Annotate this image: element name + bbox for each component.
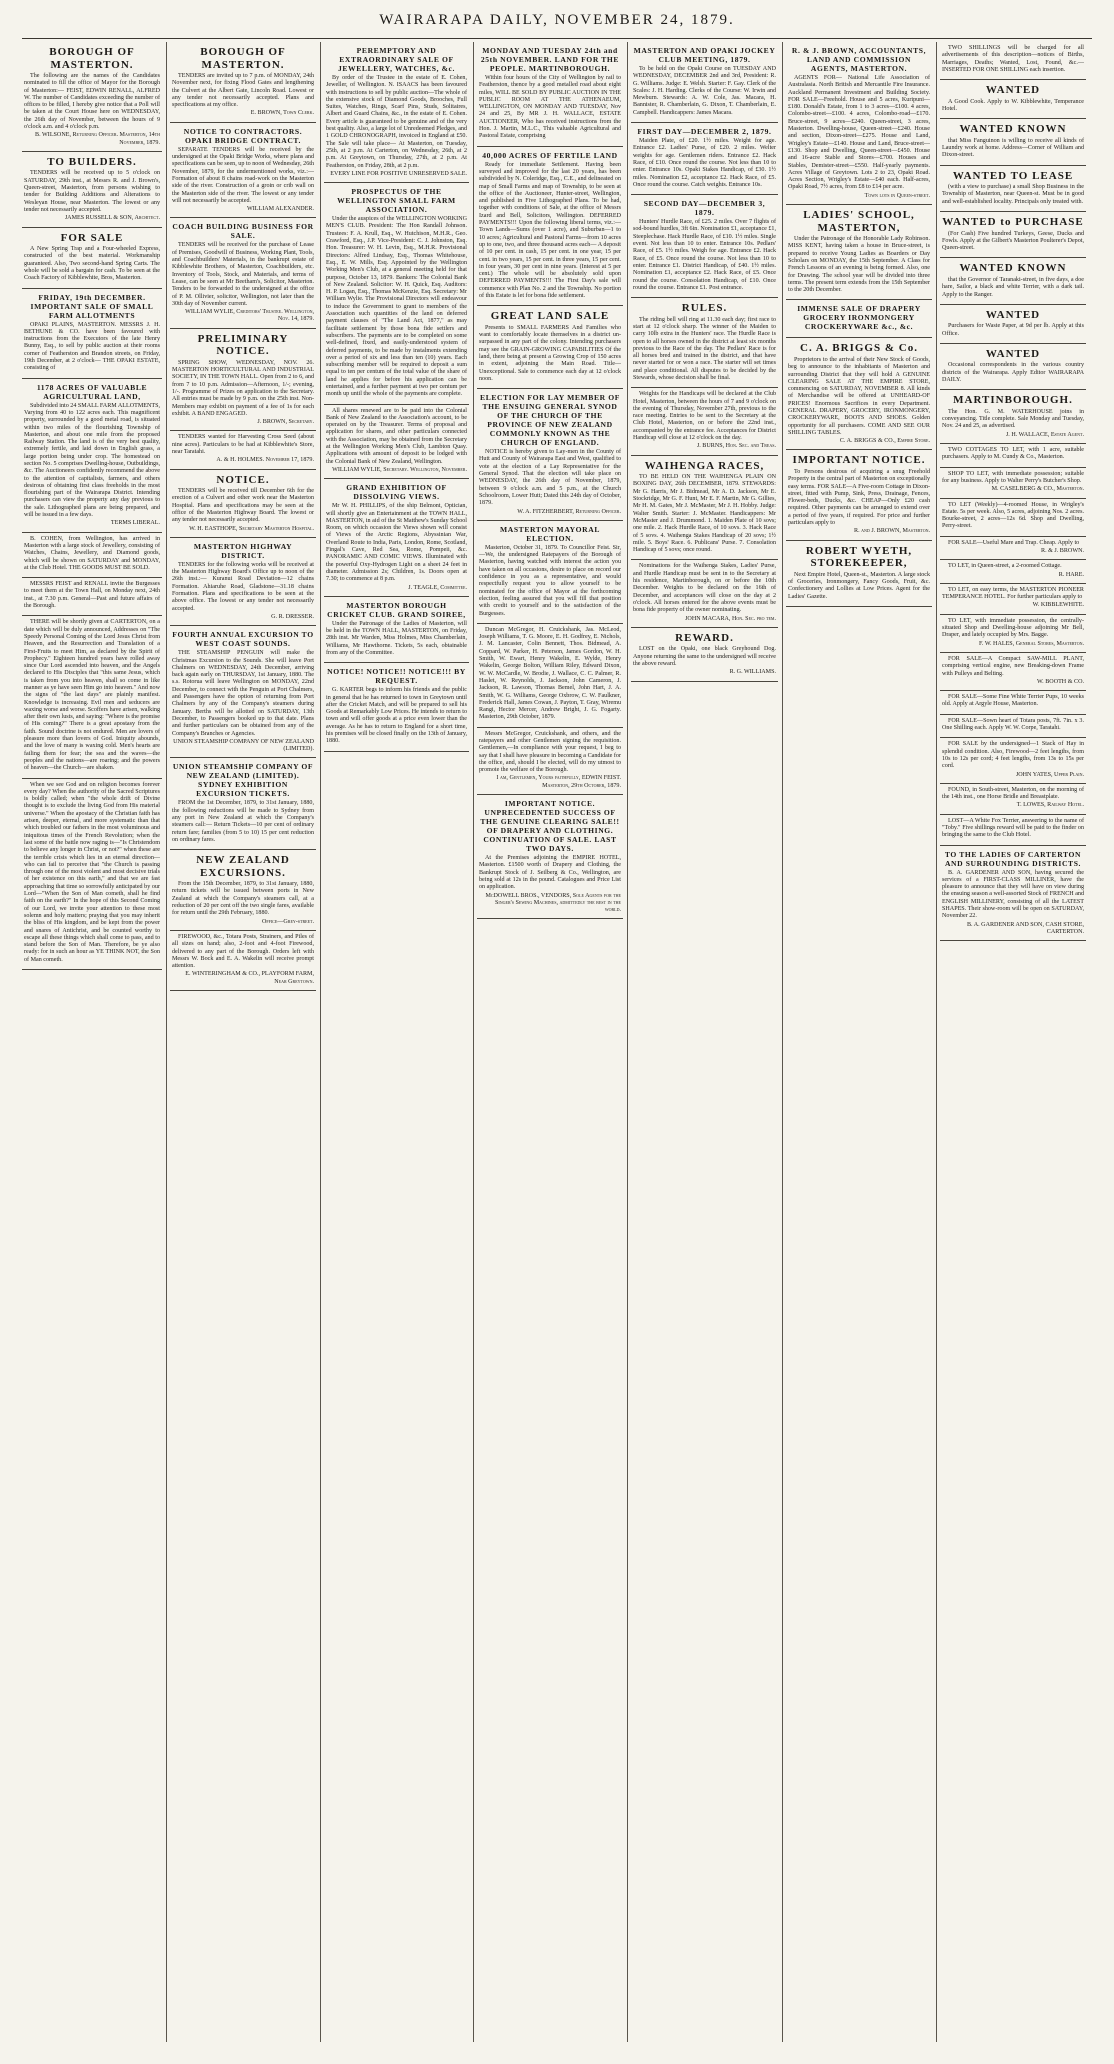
advertisement-heading: BOROUGH OF MASTERTON. (49, 46, 135, 71)
advertisement-signature: W. KIBBLEWHITE. (1032, 602, 1084, 609)
advertisement (786, 450, 932, 540)
advertisement-heading: MONDAY AND TUESDAY 24th and 25th NOVEMBER. LAND FOR THE PEOPLE. MARTINBOROUGH. (480, 46, 620, 73)
advertisement-body: MESSRS FEIST and RENALL invite the Burgesses to meet them at the Town Hall, on Monday next, 24th inst., at 7.30 p.m. General—Past and future affairs of the Borough. (24, 581, 160, 610)
advertisement-signature: Town lots in Queen-street. (864, 192, 930, 199)
advertisement-heading: GRAND EXHIBITION OF DISSOLVING VIEWS. (346, 483, 447, 502)
advertisement-body: FOR SALE—A Compact SAW-MILL PLANT, comprising vertical engine, new Breaking-down Frame with Pulleys and Belting. (942, 655, 1084, 677)
advertisement-body: SPRING SHOW, WEDNESDAY, NOV. 26. MASTERTON HORTICULTURAL AND INDUSTRIAL SOCIETY, IN THE TOWN HALL. Open from 2 to 6, and from 7 to 10 p.m. Admission—Afternoon, 1/-; evening, 1/-. Programme of Prizes on application to the Secretary. All entries must be made by 9 p.m. on the 25th inst. Non-Members may exhibit on payment of a fee of 1s for each exhibit. A BAND ENGAGED. (172, 359, 314, 417)
advertisement (786, 541, 932, 607)
advertisement (170, 218, 316, 328)
advertisement-body: B. A. GARDENER AND SON, having secured the services of a FIRST-CLASS MILLINER, have the pleasure to announce that they will have on view during the ensuing season a well-assorted Stock of FRENCH and ENGLISH MILLINERY, consisting of all the LATEST SHAPES. Their show-room will be open on SATURDAY, November 22. (942, 869, 1084, 920)
advertisement-body: B. COHEN, from Wellington, has arrived in Masterton with a large stock of Jewellery, consisting of Watches, Chains, Jewellery, and Diamond goods, which will be shown on SATURDAY and MONDAY, at the Club Hotel. THE GOODS MUST BE SOLD. (24, 535, 160, 571)
advertisement-body: Next Empire Hotel, Queen-st., Masterton. A large stock of Groceries, Ironmongery, Fancy Goods, Fruit, &c. Confectionery and Lollies at Low Prices. Agent for the Ladies' Gazette. (788, 571, 930, 600)
column-1 (22, 42, 167, 2042)
advertisement-body: From the 15th December, 1879, to 31st January, 1880, return tickets will be issued between ports in New Zealand at which the Company's steamers call, at a reduction of 20 per cent off the two single fares, available for return until the 29th February, 1880. (172, 881, 314, 917)
advertisement-body: (For Cash) Five hundred Turkeys, Geese, Ducks and Fowls. Apply at the Gilbert's Masterton Poulterer's Depot, Queen-street. (942, 230, 1084, 252)
advertisement-heading: WANTED KNOWN (959, 262, 1067, 275)
column-5 (631, 42, 783, 2042)
advertisement-heading: MASTERTON MAYORAL ELECTION. (499, 524, 600, 543)
advertisement (940, 537, 1086, 561)
advertisement (940, 738, 1086, 783)
advertisement (477, 521, 623, 624)
advertisement (631, 388, 778, 455)
advertisement (940, 444, 1086, 468)
advertisement-signature: JAMES RUSSELL & SON, Architect. (64, 215, 160, 222)
advertisement-signature: McDOWELL BROS., VENDORS, Sole Agents for the Singer's Sewing Machines, admittedly the best in the world. (485, 892, 621, 914)
advertisement (170, 470, 316, 538)
advertisement-signature: C. A. BRIGGS & CO., Empire Store. (839, 438, 930, 445)
advertisement-signature: R. and J. BROWN, Masterton. (854, 528, 930, 535)
advertisement-heading: WANTED to PURCHASE (942, 216, 1084, 229)
advertisement-heading: COACH BUILDING BUSINESS FOR SALE. (172, 222, 314, 241)
advertisement-body: THERE will be shortly given at CARTERTON, on a date which will be duly announced, Addresses on "The Speedy Personal Coming of the Lord Jesus Christ from Heaven, and the Resurrection and Translation of a First-Fruits to meet Him, as declared by the Spirit of Prophecy." Eighteen hundred years have rolled away since Our Lord ascended into heaven, and the Angels declared to His Disciples that "this same Jesus, which is taken from you into heaven, shall so come in like manner as ye have seen Him go into heaven." And now the signs of "the last days" are plainly manifest. Knowledge is increasing. Evil men and seducers are waxing worse and worse. Scoffers have arisen, walking after their own lusts, and saying: "Where is the promise of His coming?" There is a great apostasy from the faith. Sound doctrine is not endured. Men are lovers of pleasure more than lovers of God. Iniquity abounds, and the love of many is waxing cold. Men's hearts are failing them for fear; the sea and the waves—the peoples and the nations—are roaring; and the powers of heaven—the Church—are shaken. (24, 619, 160, 772)
advertisement (170, 42, 316, 123)
advertisement-signature: WILLIAM WYLIE, Creditors' Trustee. Wellington, Nov. 14, 1879. (185, 309, 314, 323)
advertisement-heading: WANTED (985, 308, 1041, 321)
advertisement (940, 499, 1086, 537)
advertisement-heading: WANTED (985, 347, 1041, 360)
advertisement (940, 258, 1086, 304)
advertisement-body: A Good Cook. Apply to W. Kibblewhite, Temperance Hotel. (942, 98, 1084, 112)
column-2 (170, 42, 321, 2042)
advertisement-body: THE STEAMSHIP PENGUIN will make the Christmas Excursion to the Sounds. She will leave Port Chalmers on WEDNESDAY, 24th December, arriving back again early on THURSDAY, 1st January, 1880. The s.s. Rotorua will leave Wellington on MONDAY, 22nd December, to connect with the Penguin at Port Chalmers, and Passengers have the option of returning from Port Chalmers by any of the Company's steamers during January. Berths will be allotted on SATURDAY, 13th December, to Passengers booked up to that date. Plans and further particulars can be obtained from any of the Company's Branches or Agencies. (172, 650, 314, 737)
advertisement (940, 344, 1086, 390)
advertisement (940, 390, 1086, 444)
advertisement-body: TENDERS will be received for the purchase of Lease of Premises, Goodwill of Business, Working Plant, Tools, and Coachbuilders' Materials, in the bankrupt estate of Kibblewhite Brothers, of Masterton, Coachbuilders, etc. Inventory of Tools, Stock, and Materials, and terms of Lease, can be seen at Mr Beetham's, Solicitor, Masterton. Tenders to be forwarded to the undersigned at the office of P. M. Ollivier, solicitor, Wellington, not later than the 30th day of November current. (172, 242, 314, 307)
advertisement-body: TENDERS will be received up to 5 o'clock on SATURDAY, 29th inst., at Messrs R. and J. Brown's, Queen-street, Masterton, from persons wishing to tender for Building Additions and Alterations to Wesleyan House, near Masterton. The lowest or any tender not necessarily accepted. (24, 170, 160, 213)
advertisement (170, 538, 316, 626)
advertisement (940, 468, 1086, 499)
advertisement-heading: ELECTION FOR LAY MEMBER OF THE ENSUING GENERAL SYNOD OF THE CHURCH OF THE PROVINCE OF NEW ZEALAND COMMONLY KNOWN AS THE CHURCH OF ENGLAND. (480, 393, 620, 448)
advertisement-heading: PEREMPTORY AND EXTRAORDINARY SALE OF JEWELLERY, WATCHES, &c. (338, 46, 455, 73)
advertisement-heading: PROSPECTUS OF THE WELLINGTON SMALL FARM ASSOCIATION. (337, 187, 456, 215)
advertisement (786, 42, 932, 205)
advertisement-body: Under the Patronage of the Honorable Lady Robinson. MISS KENT, having taken a house in Bruce-street, is prepared to receive Young Ladies as Boarders or Day Scholars on MONDAY, the 15th September. A Class for French Lessons of an evening is being formed. Also, one for Drawing. The school year will be divided into three terms. The present term extends from the 15th September to the 20th December. (788, 236, 930, 294)
advertisement (22, 616, 162, 778)
advertisement-body: LOST—A White Fox Terrier, answering to the name of "Toby." Five shillings reward will be paid to the finder on bringing the same to the Club Hotel. (942, 817, 1084, 839)
advertisement-signature: G. R. DRESSER. (271, 613, 314, 620)
advertisement-heading: TO THE LADIES OF CARTERTON AND SURROUNDING DISTRICTS. (944, 849, 1082, 868)
advertisement-signature: A. & H. HOLMES. November 17, 1879. (216, 457, 314, 464)
advertisement-body: The Hon. G. M. WATERHOUSE joins in conveyancing. Title complete. Sale Monday and Tuesday, Nov. 24 and 25, as advertised. (942, 408, 1084, 430)
advertisement (324, 663, 469, 751)
advertisement-signature: J. BURNS, Hon. Sec. and Treas. (696, 443, 776, 450)
advertisement (940, 615, 1086, 653)
advertisement-heading: WAIHENGA RACES, (644, 459, 765, 472)
advertisement (940, 653, 1086, 691)
advertisement (631, 456, 778, 561)
advertisement-heading: ROBERT WYETH, STOREKEEPER, (805, 544, 913, 570)
advertisement-heading: FIRST DAY—DECEMBER 2, 1879. (637, 127, 772, 137)
advertisement-signature: E. WINTERINGHAM & CO., PLAYFORM FARM, Near Greytown. (185, 971, 314, 985)
advertisement (631, 628, 778, 682)
advertisement-body: At the Premises adjoining the EMPIRE HOTEL, Masterton. £1500 worth of Drapery and Clothing, the Bankrupt Stock of J. Seilberg & Co., Wellington, are being sold at 12s in the pound. Catalogues and Price List on application. (479, 855, 621, 891)
advertisement (631, 560, 778, 627)
advertisement (170, 431, 316, 469)
advertisement-body: that Miss Fanguinon is willing to receive all kinds of Laundry work at home. Address—Corner of William and Dixon-street. (942, 137, 1084, 159)
advertisement (940, 846, 1086, 942)
advertisement-signature: TERMS LIBERAL. (110, 520, 160, 527)
advertisement-body: TO BE HELD ON THE WAIHENGA PLAIN ON BOXING DAY, 26th DECEMBER, 1879. STEWARDS: Mr G. Harris, Mr J. Bidmead, Mr A. D. Jackson, Mr E. Stockridge, Mr G. F. Hunt, Mr E. F. Martin, Mr G. Gillies, Mr H. M. Gates, Mr J. McMaster, Mr J. H. Hobby. Judge: Walter Smith. Starter: J. McMaster. Handicappers: Mr McMaster and J. Drummond. 1. Maiden Plate of 10 sovs; one mile. 2. Hack Hurdle Race, of 10 sovs. 3. Hack Race of 5 sovs. 4. Waihenga Stakes Handicap of 20 sovs; 1½ mile. 5. Boys' Race. 6. Publicans' Purse. 7. Consolation Handicap of 5 sovs; once round. (633, 474, 776, 554)
advertisement-body: Hunters' Hurdle Race, of £25. 2 miles. Over 7 flights of sod-bound hurdles, 3ft 6in. Nomination £1, acceptance £1, Steeplechase. Hack Hurdle Race, of £10. 1½ miles. Single event. Not less than 10 to enter. Entrance 10s. Pedlars' Race, of £5. 1½ miles. Weigh for age. Entrance £2. Hack Race, of £5. Once round the course. Not less than 10 to enter. Entrance £1. District Handicap, of £40. 1½ miles. Nomination £1, acceptance £2. Hack Race, of £5. Once round the course. Consolation Handicap, of £10. Once round the course. Entrance £1. Post entrance. (633, 219, 777, 291)
advertisement-body: To be held on the Opaki Course on TUESDAY AND WEDNESDAY, DECEMBER 2nd and 3rd, President: R. G. Williams. Judge: E. Welsh. Starter: F. Gay. Clerk of the Scales: J. H. Harding. Clerks of the Course: W. Irwin and Mewburn. Stewards: A. W. Cole, Jas. Macara, H. Bannister, R. Chamberlain, G. Dixon, T. Chamberlain, E. Campbell. Handicappers: James Macara. (633, 66, 776, 116)
advertisement-signature: E. BROWN, Town Clerk. (250, 110, 314, 117)
advertisement (631, 123, 778, 195)
advertisement (324, 183, 469, 404)
advertisement (22, 379, 162, 533)
advertisement (170, 626, 316, 758)
advertisement-body: Subdivided into 24 SMALL FARM ALLOTMENTS, Varying from 40 to 122 acres each. This magnificent property, surrounded by a good metal road, is situated within two miles of the flourishing Township of Masterton, and about one mile from the proposed Railway Station. The land is of the very best quality, extremely fertile, and laid down in English grass, a large portion being under crop. The homestead on section No. 5 comprises Dwelling-house, Outbuildings, &c. The Auctioneers confidently recommend the above to the attention of capitalists, farmers, and others desirous of obtaining first class freeholds in the most flourishing part of the Wairarapa District. Intending purchasers can view the property any day previous to the sale. Lithographed plans are being prepared, and will be issued in a few days. (24, 402, 161, 519)
advertisement-body: SHOP TO LET, with immediate possession; suitable for any business. Apply to Walter Perry's Butcher's Shop. (942, 470, 1084, 484)
advertisement-body: TENDERS will be received till December 6th for the erection of a Culvert and other work near the Masterton Hospital. Plans and specifications may be seen at the office of the Masterton Highway Board. The lowest or any tender not necessarily accepted. (172, 488, 314, 524)
advertisement (940, 715, 1086, 739)
advertisement-body: AGENTS FOR— National Life Association of Australasia. North British and Mercantile Fire Insurance. Auckland Permanent Investment and Building Society. FOR SALE—Freehold. House and 5 acres, Kuripuni—£180. Donald's Estate, from 1 to 3 acres—£100. 4 acres, Colombo-street—£100. 4 acres, Colombo-road—£170. Bruce-street, 9 acres—£240. Queen-street, 3 acres, Masterton. Dwelling-house, Queen-street—£240. House and section, Dixon-street—£275. House and Land, Wrigley's Estate—£140. House and Land, Bruce-street—£130. Shop and Dwelling, Queen-street—£450. House and 16-acre Stable and Stores—£700. Houses and Stables, Demister-street—£550. Half-yearly payments. Acres Village of Greytown. Lots 2 to 23, Opaki Road. Acres Section, Wrigley's Estate—£40 each. Half-acres, Opaki Road, 7½ acres, from £8 to £14 per acre. (788, 75, 930, 191)
advertisement-body: Masterton, October 31, 1879. To Councillor Feist. Sir,—We, the undersigned Ratepayers of the Borough of Masterton, having watched with interest the action you have taken on all occasions, desire to place on record our confidence in you as a representative, and would respectfully request you to allow yourself to be nominated for the office of Mayor at the forthcoming election, feeling assured that you will fill that position with credit to yourself and to the satisfaction of the Burgesses. (479, 544, 621, 617)
advertisement (170, 850, 316, 931)
advertisement-heading: SECOND DAY—DECEMBER 3, 1879. (643, 199, 766, 218)
column-7 (940, 42, 1090, 2042)
advertisement-body: Purchasers for Waste Paper, at 9d per lb. Apply at this Office. (942, 323, 1084, 337)
advertisement-body: TWO SHILLINGS will be charged for all advertisements of this description—notices of Births, Marriages, Deaths; Wanted, Lost, Found, &c.—INSERTED FOR ONE SHILLING each insertion. (942, 45, 1084, 73)
advertisement (477, 795, 623, 919)
advertisement-heading: BOROUGH OF MASTERTON. (200, 46, 286, 71)
advertisement (940, 584, 1086, 615)
advertisement-body: Within four hours of the City of Wellington by rail to Featherston, thence by a good metalled road about eight miles, WILL BE SOLD BY PUBLIC AUCTION IN THE PUBLIC ROOM AT THE ATHENAEUM, WELLINGTON, ON MONDAY AND TUESDAY, Nov 24 and 25, By MR J. H. WALLACE, ESTATE AUCTIONEER, Who has received instructions from the Hon. J. Martin, M.L.C., This valuable Agricultural and Pastoral Estate, comprising (479, 75, 621, 140)
masthead-rule (22, 38, 1092, 39)
advertisement (22, 152, 162, 228)
column-grid (22, 42, 1094, 2042)
advertisement-body: TWO COTTAGES TO LET, with 1 acre, suitable purchasers. Apply to M. Cundy & Co., Masterton. (942, 447, 1084, 461)
advertisement (786, 205, 932, 300)
advertisement (477, 389, 623, 521)
advertisement-body: Presents to SMALL FARMERS And Families who want to comfortably locate themselves in a district un-surpassed in any part of the colony. Intending purchasers may see the GRAIN-GROWING CAPABILITIES Of the land, there being at present a Growing Crop of 150 acres in extent, adjoining the Main Road. Title—Unexceptional. Sale to commence each day at 12 o'clock noon. (479, 324, 621, 382)
advertisement-signature: R. G. WILLIAMS. (729, 669, 776, 676)
advertisement (940, 42, 1086, 80)
advertisement-heading: MASTERTON AND OPAKI JOCKEY CLUB MEETING, 1879. (633, 46, 776, 64)
advertisement-body: TENDERS wanted for Harvesting Cross Seed (about nine acres). Particulars to be had at Kibblewhite's Store, near Taratahi. (172, 434, 314, 455)
advertisement (940, 166, 1086, 212)
advertisement (22, 289, 162, 379)
advertisement-body: TO LET, with immediate possession, the centrally-situated Shop and Dwelling-house adjoining Mr Bell, Draper, and lately occupied by Mrs. Bagge. (942, 617, 1084, 639)
advertisement-signature: R. HARE. (1058, 571, 1084, 578)
advertisement-body: that the Governor of Taranaki-street, in five days, a doe hare, Sailor, a black and white Terrier, with a dark tail. Apply to the Ranger. (942, 276, 1084, 298)
advertisement-signature: W. BOOTH & CO. (1036, 678, 1084, 685)
advertisement-body: TO LET, in Queen-street, a 2-roomed Cottage. (948, 563, 1062, 570)
advertisement (324, 405, 469, 480)
advertisement (940, 80, 1086, 119)
advertisement (940, 305, 1086, 344)
advertisement-signature: JOHN YATES, Upper Plain. (1015, 771, 1084, 778)
advertisement-heading: IMMENSE SALE OF DRAPERY GROCERY IRONMONGERY CROCKERYWARE &c., &c. (797, 304, 921, 332)
advertisement (631, 298, 778, 388)
newspaper-masthead: WAIRARAPA DAILY, NOVEMBER 24, 1879. (379, 12, 735, 28)
advertisement-signature: J. TEAGLE, Committee. (408, 584, 467, 591)
advertisement (22, 42, 162, 152)
advertisement-heading: UNION STEAMSHIP COMPANY OF NEW ZEALAND (LIMITED). SYDNEY EXHIBITION EXCURSION TICKETS. (172, 762, 314, 799)
advertisement-body: Ready for immediate Settlement. Having been surveyed and improved for the last 20 years, has been subdivided by N. Coleridge, Esq., C.E., and delineated on map of Small Farms and map of Township, to be seen at the office of the Auctioneer, Hunter-street, Wellington, and published in Five Lithographed Plans. To be had, together with conditions of Sale, at the office of Messrs Izard and Bell, Solicitors, Wellington. DEFERRED PAYMENTS!!! Upon the following liberal terms, viz.:— Town Lands—Sums (over 1 acre), and Suburban—1 to 10 acres; Agricultural and Pastoral Farms—from 10 acres up to one, two, and three thousand acres each— A deposit of 10 per cent. in cash, 15 per cent. in one year, 15 per cent. in two years, 15 per cent. in three years, 15 per cent. in four years, 30 per cent in nine years. (Interest at 5 per cent.) The whole will be absolutely sold upon DEFERRED PAYMENTS!!! The First Day's sale will commence with Plan No. 2 and the Township. No portion of this Estate is let for bona fide settlement. (479, 161, 621, 300)
advertisement-body: Maiden Plate, of £20. 1½ miles. Weight for age. Entrance £2. Ladies' Purse, of £20. 2 miles. Welter weights for age. Gentlemen riders. Entrance £2. Hack Race, of £10. Once round the course. Not less than 10 to enter. Entrance 10s. Opaki Stakes Handicap, of £30. 1½ miles. Nomination £2, acceptance £2. Hack Race, of £5. Once round the course. Catch weights. Entrance 10s. (633, 138, 776, 188)
advertisement-heading: NOTICE! NOTICE!! NOTICE!!! BY REQUEST. (327, 667, 466, 686)
advertisement-body: Weights for the Handicaps will be declared at the Club Hotel, Masterton, between the hours of 7 and 9 o'clock on the evening of Thursday, November 27th, previous to the race meeting. Entries to be sent to the Secretary at the Club Hotel, Masterton, on or before the 22nd inst., accompanied by the entrance fee. Acceptances for District Handicap will close at 12 o'clock on the day. (633, 391, 776, 442)
advertisement-signature: UNION STEAMSHIP COMPANY OF NEW ZEALAND (LIMITED). (173, 738, 314, 753)
advertisement-body: Proprietors to the arrival of their New Stock of Goods, beg to announce to the inhabitants of Masterton and surrounding District that they will hold A GENUINE CLEARING SALE AT THE EMPIRE STORE, commencing on SATURDAY, NOVEMBER 8. All kinds of Merchandise will be offered at UNHEARD-OF PRICES! Enormous Sacrifices in every Department. GENERAL DRAPERY, GROCERY, IRONMONGERY, CROCKERYWARE, BOOTS AND SHOES. Golden opportunity for all purchasers. COME AND SEE OUR SHILLING TABLES. (788, 356, 930, 436)
advertisement (170, 758, 316, 850)
advertisement-heading: FOR SALE (60, 231, 124, 244)
advertisement (324, 597, 469, 663)
advertisement (940, 212, 1086, 258)
advertisement-body: SEPARATE TENDERS will be received by the undersigned at the Opaki Bridge Works, where plans and specifications can be seen, up to noon of Wednesday, 26th November, 1879, for the undermentioned works, viz.:— Formation of about 8 chains road-work on the Masterton side of the river. Construction of a groin or crib wall on the Masterton side of the river. The lowest or any tender will not necessarily be accepted. (172, 146, 314, 204)
advertisement-signature: WILLIAM ALEXANDER. (246, 206, 314, 213)
advertisement-heading: 40,000 ACRES OF FERTILE LAND (482, 150, 618, 160)
advertisement-body: Under the auspices of the WELLINGTON WORKING MEN'S CLUB. President: The Hon Randall Johnson. Trustees: F. A. Krull, Esq., W. Hutchison, M.H.R., Geo. Crawford, Esq., J.P. Vice-President: C. J. Johnston, Esq. Hon. Treasurer: W. H. Levin, Esq., M.H.R. Provisional Directors: Alfred Lindsay, Esq., Thomas Whitehouse, Esq., E. W. Mills, Esq. Appointed by the Wellington Working Men's Club, at a general meeting held for that purpose, October 13, 1879. Bankers: The Colonial Bank of New Zealand. Solicitor: W. H. Quick, Esq. Auditors: H. P. Logan, Esq., Thomas McKenzie, Esq. Secretary: Mr William Wylie. The Provisional Directors will endeavour to induce the Government to grant to members of the Association such quantities of the land on deferred payment clauses of "The Land Act, 1877," as may facilitate settlement by those bona fide settlers and subscribers. The payments are to be completed on some well-defined, fixed, and easily-understood system of deferred payments, to be made by instalments extending over a period of six and less than ten (10) years. Each subscribing member will be required to deposit a sum equal to ten per centum of the total value of the share of land he applies for before his application can be entertained, and a further payment at two per centum per month up until the whole of the payments are complete. (326, 216, 467, 398)
advertisement-body: All shares renewed are to be paid into the Colonial Bank of New Zealand to the Association's account, to be operated on by the Treasurer. Terms of proposal and application for shares, and other particulars connected with the Association, may be obtained from the Secretary at the Wellington Working Men's Club, Lambton Quay. Applications with amount of deposit to be lodged with the Colonial Bank of New Zealand, Wellington. (326, 407, 467, 465)
advertisement-signature: Office—Grey-street. (261, 918, 314, 925)
advertisement-signature: JOHN MACARA, Hon. Sec. pro tem. (685, 615, 776, 622)
advertisement-body: FROM the 1st December, 1879, to 31st January, 1880, the following reductions will be made to Sydney from any port in New Zealand at which the Company's steamers call:— Return Tickets—10 per cent of ordinary return fare; families (from 5 to 10) 15 per cent reduction on ordinary fares. (172, 800, 314, 843)
advertisement-signature: J. BROWN, Secretary. (257, 419, 314, 426)
advertisement-body: A New Spring Trap and a Four-wheeled Express, constructed of the best material. Workmanship guaranteed. Also, Two second-hand Spring Carts. The whole will be sold a bargain for cash. To be seen at the Coach Factory of Kibblewhite, Bros, Masterton. (24, 246, 160, 282)
advertisement-signature: W. A. FITZHERBERT, Returning Officer. (517, 508, 621, 515)
advertisement-heading: RULES. (681, 302, 728, 315)
advertisement-signature: M. CASELBERG & CO., Masterton. (991, 486, 1084, 493)
advertisement-heading: TO BUILDERS. (47, 155, 137, 168)
advertisement-body: The riding bell will ring at 11.30 each day; first race to start at 12 o'clock sharp. The winner of the Maiden to carry 10lb extra in the Hunters' race. The Hurdle Race is open to all horses owned in the district at least six months previous to the Race of the day. The Pedlars' Race is for all horses bred and trained in the district, and that have never started for or won a race. The starter will set times and place conditional. All disputes to be decided by the Stewards, whose decision shall be final. (633, 316, 776, 381)
advertisement-heading: LADIES' SCHOOL, MASTERTON, (803, 209, 915, 234)
advertisement (940, 784, 1086, 815)
advertisement (22, 578, 162, 616)
advertisement-body: FOUND, in South-street, Masterton, on the morning of the 14th inst., one Horse Bridle and Breastplate. (942, 786, 1084, 801)
advertisement-body: To Persons desirous of acquiring a snug Freehold Property in the central part of Masterton on exceptionally easy terms. FOR SALE—A Five-room Cottage in Dixon-street, fitted with Pump, Sink, Press, Drainage, Fences, Flower-beds, Ducks, &c. CHEAP—Only £20 cash required. Other payments can be arranged to extend over a period of five years, if required. For price and further particulars apply to (788, 468, 930, 527)
advertisement (477, 728, 623, 795)
advertisement (940, 560, 1086, 584)
advertisement-body: Messrs McGregor, Cruickshank, and others, and the ratepayers and other Gentlemen signing the requisition. Gentlemen,—In compliance with your request, I beg to say that I shall have pleasure in becoming a Candidate for the office, and, should I be elected, will do my utmost to promote the welfare of the Borough. (479, 730, 621, 774)
advertisement-body: Duncan McGregor, H. Cruickshank, Jas. McLeod, Joseph Williams, T. G. Moore, E. H. Godfrey, E. Nichols, J. M. Lancaster, Colin Bennett, Thos. Bidmead, A. Coppard, W. Parker, H. Peterson, James Gordon, W. H. Smith, W. Ewart, Henry Wakelin, E. Wylde, Henry Wakelin, George Bolton, William Riley, Edward Dixon, W. W. McCardle, W. Brodie, J. Wallace, C. C. Palmer, R. Haslet, W. Reynolds, J. Jackson, John Cameron, J. Jackson, R. Lawson, Thomas Bemel, John Hart, J. A. Smith, W. G. Williams, George Oxbrow, C. W. Faulkner, Frederick Hall, James Cowan, J. Payton, T. Gray, Wiremu Rangi, Hector Mercer, Andrew Bright, J. G. Fogarty. Masterton, 29th October, 1879. (479, 626, 621, 721)
advertisement-heading: NOTICE TO CONTRACTORS. OPAKI BRIDGE CONTRACT. (183, 126, 303, 145)
advertisement (940, 119, 1086, 165)
advertisement (170, 329, 316, 432)
advertisement-body: FIREWOOD, &c., Totara Posts, Strainers, and Piles of all sizes on hand; also, 2-foot and 4-foot Firewood, delivered to any part of the Borough. Orders left with Messrs W. Bock and E. A. Wakelin will receive prompt attention. (172, 933, 314, 970)
advertisement-body: LOST on the Opaki, one black Greyhound Dog. Anyone returning the same to the undersigned will receive the above reward. (633, 646, 776, 667)
advertisement-body: When we see God and on religion becomes forever every day? When the authority of the Sacred Scriptures is boldly called; when "the whole drift of Divine thought is to exclude the living God from His material universe." When the apostacy of the Christian faith has arisen, deeper, eternal, and more systematic than that which troubled our fathers in the most voluminous and iniquitous times of the French Revolution; when the last some of the battle now raging is—"Is Christendom to believe any longer in Christ, or not?" when these are the terrible crisis which lies in an eternal direction—who can fail to perceive that "the Church is passing through one of the most violent and most decisive trials of her existence on this earth," and that we are fast approaching that time so sorrowfully anticipated by our Lord—"When the Son of Man cometh, shall he find faith on the earth?" In the hope of this Second Coming of our Lord, we invite your attention to these most solemn and holy matters; praying that you may inherit the bliss of His kingdom, and be kept from the power and snares of Antichrist, and be counted worthy to escape all these things which shall come to pass, and to stand before the Son of Man. Therefore, be ye also ready: for in such an hour as YE THINK NOT, the Son of Man cometh. (24, 781, 160, 963)
advertisement-heading: WANTED (985, 84, 1041, 97)
advertisement-signature: B. WILSONE, Returning Officer. Masterton, 14th November, 1879. (35, 132, 160, 146)
column-3 (324, 42, 474, 2042)
advertisement-signature: J. H. WALLACE, Estate Agent. (1005, 431, 1084, 438)
advertisement (940, 691, 1086, 715)
advertisement (22, 533, 162, 578)
advertisement-signature: WILLIAM WYLIE, Secretary. Wellington, November. (332, 466, 467, 473)
advertisement-signature: W. H. EASTHOPE, Secretary Masterton Hospital. (189, 525, 314, 532)
advertisement-heading: NOTICE. (216, 473, 270, 486)
advertisement (477, 147, 623, 307)
advertisement-body: Mr W. H. PHILLIPS, of the ship Belmont, Optician, will shortly give an Entertainment at the TOWN HALL, MASTERTON, in aid of the St Matthew's Sunday School Room, on which occasion the Views shown will consist of Views of the Arctic Regions, Abyssinian War, Overland Route to India, Paris, London, Rome, Scotland, Fingal's Cave, Red Sea, Rome, Pompeii, &c. PANORAMIC AND COMIC VIEWS. Illuminated with the powerful Oxy-Hydrogen Light on a sheet 24 feet in diameter. Admission 2s; Children, 1s. Doors open at 7.30; to commence at 8 p.m. (326, 503, 467, 583)
advertisement-body: FOR SALE—Sown heart of Totara posts, 7ft. 7in. x 3. One Shilling each. Apply W. W. Corpe, Taratahi. (942, 717, 1084, 732)
advertisement-heading: MASTERTON HIGHWAY DISTRICT. (193, 541, 293, 560)
advertisement-body: Under the Patronage of the Ladies of Masterton, will be held in the TOWN HALL, MASTERTON, on Friday, 28th inst. Mr Warden, Miss Holmes, Miss Chamberlain, Williams, Mr Hawthorne. Tickets, 5s each, obtainable from any of the Committee. (326, 620, 467, 656)
advertisement-heading: PRELIMINARY NOTICE. (197, 332, 289, 358)
advertisement (22, 779, 162, 970)
advertisement-body: Nominations for the Waihenga Stakes, Ladies' Purse, and Hurdle Handicap must be sent in to the Secretary at his residence, Martinborough, on or before the 10th December. Weights to be declared on the 16th of December, and acceptances will close on the day at 2 o'clock. All horses entered for the above events must be bona fide property of the owner nominating. (633, 563, 776, 614)
advertisement (786, 300, 932, 338)
advertisement-signature: B. A. GARDENER AND SON, CASH STORE, CARTERTON. (966, 921, 1084, 935)
advertisement-body: TO LET, on easy terms, the MASTERTON PIONEER TEMPERANCE HOTEL. For further particulars apply to (942, 586, 1084, 601)
advertisement-body: TENDERS for the following works will be received at the Masterton Highway Board's Office up to noon of the 26th inst.:— Kuranui Road Deviation—12 chains Formation. Ahiaruhe Road, Gladstone—31.18 chains Formation. Plans and specifications to be seen at the above office. The lowest or any tender not necessarily accepted. (172, 561, 314, 612)
advertisement (477, 306, 623, 389)
advertisement (170, 931, 316, 991)
column-6 (786, 42, 937, 2042)
advertisement-heading: NEW ZEALAND EXCURSIONS. (196, 854, 290, 879)
advertisement-body: (with a view to purchase) a small Shop Business in the Township of Masterton, near Queen-st. Must be in good and well-established locality. Principals only treated with. (942, 184, 1084, 205)
advertisement (786, 338, 932, 450)
advertisement-heading: C. A. BRIGGS & Co. (800, 342, 918, 355)
advertisement (477, 624, 623, 728)
advertisement-heading: FOURTH ANNUAL EXCURSION TO WEST COAST SOUNDS. (172, 630, 314, 649)
advertisement (170, 123, 316, 219)
advertisement-heading: WANTED KNOWN (959, 123, 1067, 136)
advertisement-signature: R. & J. BROWN. (1041, 547, 1084, 554)
advertisement-body: Occasional correspondents in the various country districts of the Wairarapa. Apply Editor WAIRARAPA DAILY. (942, 362, 1084, 384)
advertisement-signature: EVERY LINE FOR POSITIVE UNRESERVED SALE. (330, 170, 467, 177)
advertisement-heading: IMPORTANT NOTICE. UNPRECEDENTED SUCCESS OF THE GENUINE CLEARING SALE!! OF DRAPERY AND CLOTHING. CONTINUATION OF SALE. LAST TWO DAYS. (480, 799, 620, 854)
advertisement-heading: MARTINBOROUGH. (953, 394, 1073, 407)
advertisement-heading: MASTERTON BOROUGH CRICKET CLUB. GRAND SOIREE, (327, 600, 466, 619)
advertisement-heading: FRIDAY, 19th DECEMBER. IMPORTANT SALE OF SMALL FARM ALLOTMENTS (30, 292, 154, 320)
advertisement-heading: REWARD. (675, 631, 734, 644)
advertisement (940, 815, 1086, 846)
advertisement-body: FOR SALE—Some Fine White Terrier Pups, 10 weeks old. Apply at Argyle House, Masterton. (942, 694, 1084, 708)
advertisement-signature: I am, Gentlemen, Yours faithfully, EDWIN FEIST. Masterton, 29th October, 1879. (496, 775, 621, 789)
advertisement-body: NOTICE is hereby given to Lay-men in the County of Hutt and County of Wairarapa East and West, qualified to vote at the election of a Lay Representative for the General Synod. That the election will take place on WEDNESDAY, the 26th day of November, 1879, between 9 o'clock a.m. and 5 p.m., at the Church Schoolroom, Lower Hutt; Dated this 24th day of October, 1879. (479, 449, 621, 507)
advertisement-heading: WANTED TO LEASE (952, 169, 1074, 182)
advertisement-signature: T. LOWES, Railway Hotel. (1016, 802, 1084, 809)
advertisement-body: By order of the Trustee in the estate of E. Cohen, Jeweller, of Wellington. N. ISAACS has been favoured with instructions to sell by public auction—The whole of the extensive stock of Diamond Goods, Brooches, Full Suites, Watches, Rings, Scarf Pins, Studs, Solitaires, Albert and Guard Chains, &c., in the estate of E. Cohen. Every article is guaranteed to be genuine and of the very best quality. Also, a large lot of Unredeemed Pledges, and 1 GOLD CHRONOGRAPH, invoiced in England at £50. The Sale will take place— At Masterton, on Tuesday, 25th, at 2 p.m. At Carterton, on Wednesday, 26th, at 2 p.m. At Greytown, on Thursday, 27th, at 2 p.m. At Featherston, on Friday, 28th, at 2 p.m. (326, 75, 467, 169)
advertisement-body: TENDERS are invited up to 7 p.m. of MONDAY, 24th November next, for fixing Flood Gates and lengthening the Culvert at the Albert Gate, Lincoln Road. Lowest or any tender not necessarily accepted. Plans and specifications at my office. (172, 73, 314, 109)
advertisement (22, 228, 162, 289)
advertisement-body: OPAKI PLAINS, MASTERTON. MESSRS J. H. BETHUNE & CO. have been favoured with instructions from the Executors of the late Henry Bunny, Esq., to sell by public auction at their rooms corner of Featherston and Brandon streets, on Friday, 19th December, at 2 o'clock— THE OPAKI ESTATE, consisting of (24, 321, 160, 372)
advertisement-heading: 1178 ACRES OF VALUABLE AGRICULTURAL LAND, (36, 382, 148, 401)
advertisement-heading: R. & J. BROWN, ACCOUNTANTS, LAND AND COMMISSION AGENTS, MASTERTON. (791, 46, 927, 73)
advertisement-body: FOR SALE—Useful Mare and Trap. Cheap. Apply to (948, 539, 1080, 546)
column-4 (477, 42, 628, 2042)
advertisement (631, 195, 778, 298)
advertisement (324, 42, 469, 183)
advertisement-heading: GREAT LAND SALE (490, 310, 610, 323)
advertisement-body: TO LET (Weekly)—4-roomed House, in Wrigley's Estate. 5s per week. Also, 5 acres, adjoining Nos. 2 acres. Bourke-street, 2 acres—12s 6d. Shop and Dwelling, Perry-street. (942, 501, 1084, 530)
advertisement (477, 42, 623, 147)
advertisement-body: G. KARTER begs to inform his friends and the public in general that he has returned to town in Greytown until after the Cricket Match, and will be prepared to sell his Goods at Remarkably Low Prices. He intends to return to town and will offer goods at a price even lower than the average. As he has to return to England for a short time, his premises will be closed finally on the 13th of January, 1880. (326, 687, 467, 745)
advertisement-signature: F. W. HALES, General Stores, Masterton. (978, 640, 1084, 647)
advertisement-body: FOR SALE by the undersigned—1 Stack of Hay in splendid condition. Also, Firewood—2 feet lengths, from 10s to 12s per cord; 4 feet lengths, from 13s to 15s per cord. (942, 741, 1084, 770)
advertisement-body: The following are the names of the Candidates nominated to fill the office of Mayor for the Borough of Masterton:— FEIST, EDWIN RENALL, ALFRED W. The number of Candidates exceeding the number of offices to be filled, I hereby give notice that a Poll will be taken at the Court House here on WEDNESDAY, the 26th day of November, between the hours of 9 o'clock a.m. and 4 o'clock p.m. (24, 73, 160, 131)
advertisement (324, 479, 469, 597)
advertisement (631, 42, 778, 123)
advertisement-heading: IMPORTANT NOTICE. (792, 454, 926, 467)
